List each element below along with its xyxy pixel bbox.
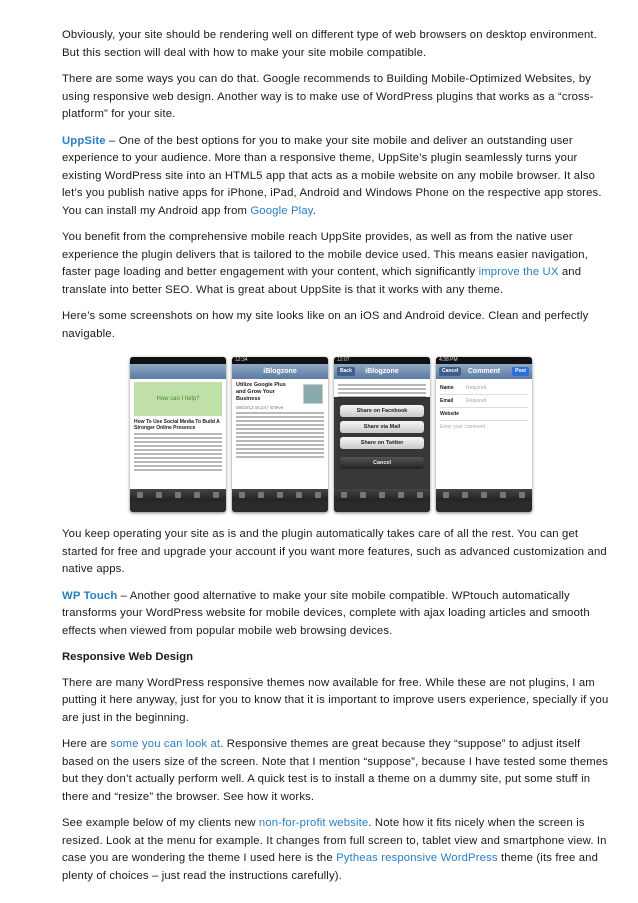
example-text-mid: . Note how it fits nicely when the screen is resized. Look at the menu for example. It changes from full screen to, tablet view and smartphone view. In case you are wondering the theme I used here is the (62, 817, 607, 864)
screen-content (232, 379, 328, 489)
look-text: Here are (62, 738, 111, 750)
paragraph-uppsite (62, 133, 610, 221)
nav-title: iBlogzone (232, 364, 328, 379)
status-bar: 12:07 (334, 357, 430, 364)
tab-bar (436, 489, 532, 501)
paragraph-wptouch (62, 588, 610, 641)
look-text-end: . Responsive themes are great because they “suppose” to adjust itself based on the users size of the screen. Note that I mention “suppose”, because I have tested some themes but they don’t actually perform well. A quick test is to install a theme on a dummy site, put some stuff in there and “resize” the browser. See how it works. (62, 738, 609, 803)
android-screenshot (130, 357, 226, 512)
system-bar (436, 501, 532, 512)
ios-post-screenshot (232, 357, 328, 512)
post-subhead: How To Use Social Media To Build A Stronger Online Presence (134, 419, 220, 431)
nav-title: iBlogzone (365, 368, 399, 375)
post-headline: Utilize Google Plus and Grow Your Business (236, 382, 286, 402)
comment-textarea[interactable]: Enter your comment (440, 424, 486, 430)
nav-bar (436, 364, 532, 379)
status-bar: 4:38 PM (436, 357, 532, 364)
name-field[interactable]: Name Required (440, 382, 528, 395)
cancel-button[interactable]: Cancel (340, 457, 424, 469)
email-field[interactable]: Email Required (440, 395, 528, 408)
tab-bar (334, 489, 430, 501)
paragraph-operating: You keep operating your site as is and the plugin automatically takes care of all the rest. You can get started for free and upgrade your account if you want more features, such as advanced customization and native apps. (62, 528, 607, 575)
tab-bar (232, 489, 328, 501)
status-bar (130, 357, 226, 364)
example-text: See example below of my clients new (62, 817, 259, 829)
post-thumbnail (303, 384, 323, 404)
share-facebook-button[interactable]: Share on Facebook (340, 405, 424, 417)
benefit-text: You benefit from the comprehensive mobile reach UppSite provides, as well as from the native user experience the plugin delivers that is tailored to the mobile device used. This means easier navigation, faster page loading and better engagement with your content, which significantly (62, 231, 588, 278)
paragraph-benefit (62, 229, 610, 299)
section-heading: Responsive Web Design (62, 651, 193, 663)
article (62, 27, 610, 894)
paragraph-ways: There are some ways you can do that. Google recommends to Building Mobile-Optimized Websites, by using responsive web design. Another way is to make use of WordPress plugins that works as a “cross-platform” for your site. (62, 73, 594, 120)
share-sheet (334, 397, 430, 489)
comment-form (436, 379, 532, 489)
google-play-link[interactable]: Google Play (250, 204, 313, 217)
paragraph-example (62, 815, 610, 885)
paragraph-screenshots: Here’s some screenshots on how my site looks like on an iOS and Android device. Clean and perfectly navigable. (62, 310, 589, 340)
system-bar (232, 501, 328, 512)
share-twitter-button[interactable]: Share on Twitter (340, 437, 424, 449)
example-text-end: theme (its free and plenty of choices – just read the instructions carefully). (62, 852, 598, 882)
ios-comment-screenshot (436, 357, 532, 512)
screenshots-strip (130, 357, 610, 512)
system-bar (130, 501, 226, 512)
nav-bar (130, 364, 226, 379)
wptouch-text: – Another good alternative to make your site mobile compatible. WPtouch automatically transforms your WordPress website for mobile devices, complete with ajax loading articles and smooth effects when viewed from popular mobile web browsing devices. (62, 589, 590, 637)
system-bar (334, 501, 430, 512)
paragraph-look-at (62, 736, 610, 806)
banner-image: How can I help? (134, 382, 222, 416)
tab-bar (130, 489, 226, 501)
paragraph-intro: Obviously, your site should be rendering well on different type of web browsers on desktop environment. But this section will deal with how to make your site mobile compatible. (62, 29, 597, 59)
benefit-text-end: and translate into better SEO. What is great about UppSite is that it works with any theme. (62, 266, 582, 296)
improve-ux-link[interactable]: improve the UX (478, 266, 559, 278)
back-button[interactable]: Back (337, 367, 355, 376)
ios-share-screenshot (334, 357, 430, 512)
pytheas-link[interactable]: Pytheas responsive WordPress (336, 852, 498, 864)
screen-content (130, 379, 226, 489)
uppsite-text-end: . (312, 204, 317, 217)
look-at-link[interactable]: some you can look at (110, 738, 221, 750)
nav-bar (334, 364, 430, 379)
status-bar: 12:34 (232, 357, 328, 364)
cancel-nav-button[interactable]: Cancel (439, 367, 461, 376)
uppsite-text: – One of the best options for you to make your site mobile and deliver an outstanding user experience to your audience. More than a responsive theme, UppSite’s plugin seamlessly turns your existing WordPress site into an HTML5 app that acts as a mobile website on any mobile browser. It also let’s you publish native apps for iPhone, iPad, Android and Windows Phone on the respective app stores. You can install my Android app from (62, 134, 602, 217)
wptouch-link[interactable]: WP Touch (62, 589, 118, 602)
nonprofit-link[interactable]: non-for-profit website (258, 817, 369, 829)
uppsite-link[interactable]: UppSite (62, 134, 106, 147)
nav-title: Comment (467, 368, 501, 375)
post-meta: 08/03/13 16:24 | iSTeve (236, 405, 284, 410)
website-field[interactable]: Website (440, 408, 528, 421)
share-mail-button[interactable]: Share via Mail (340, 421, 424, 433)
paragraph-themes: There are many WordPress responsive themes now available for free. While these are not plugins, I am putting it here anyway, just for you to know that it is important to improve users experience, specially if you are just in the beginning. (62, 676, 609, 724)
post-button[interactable]: Post (512, 367, 529, 376)
